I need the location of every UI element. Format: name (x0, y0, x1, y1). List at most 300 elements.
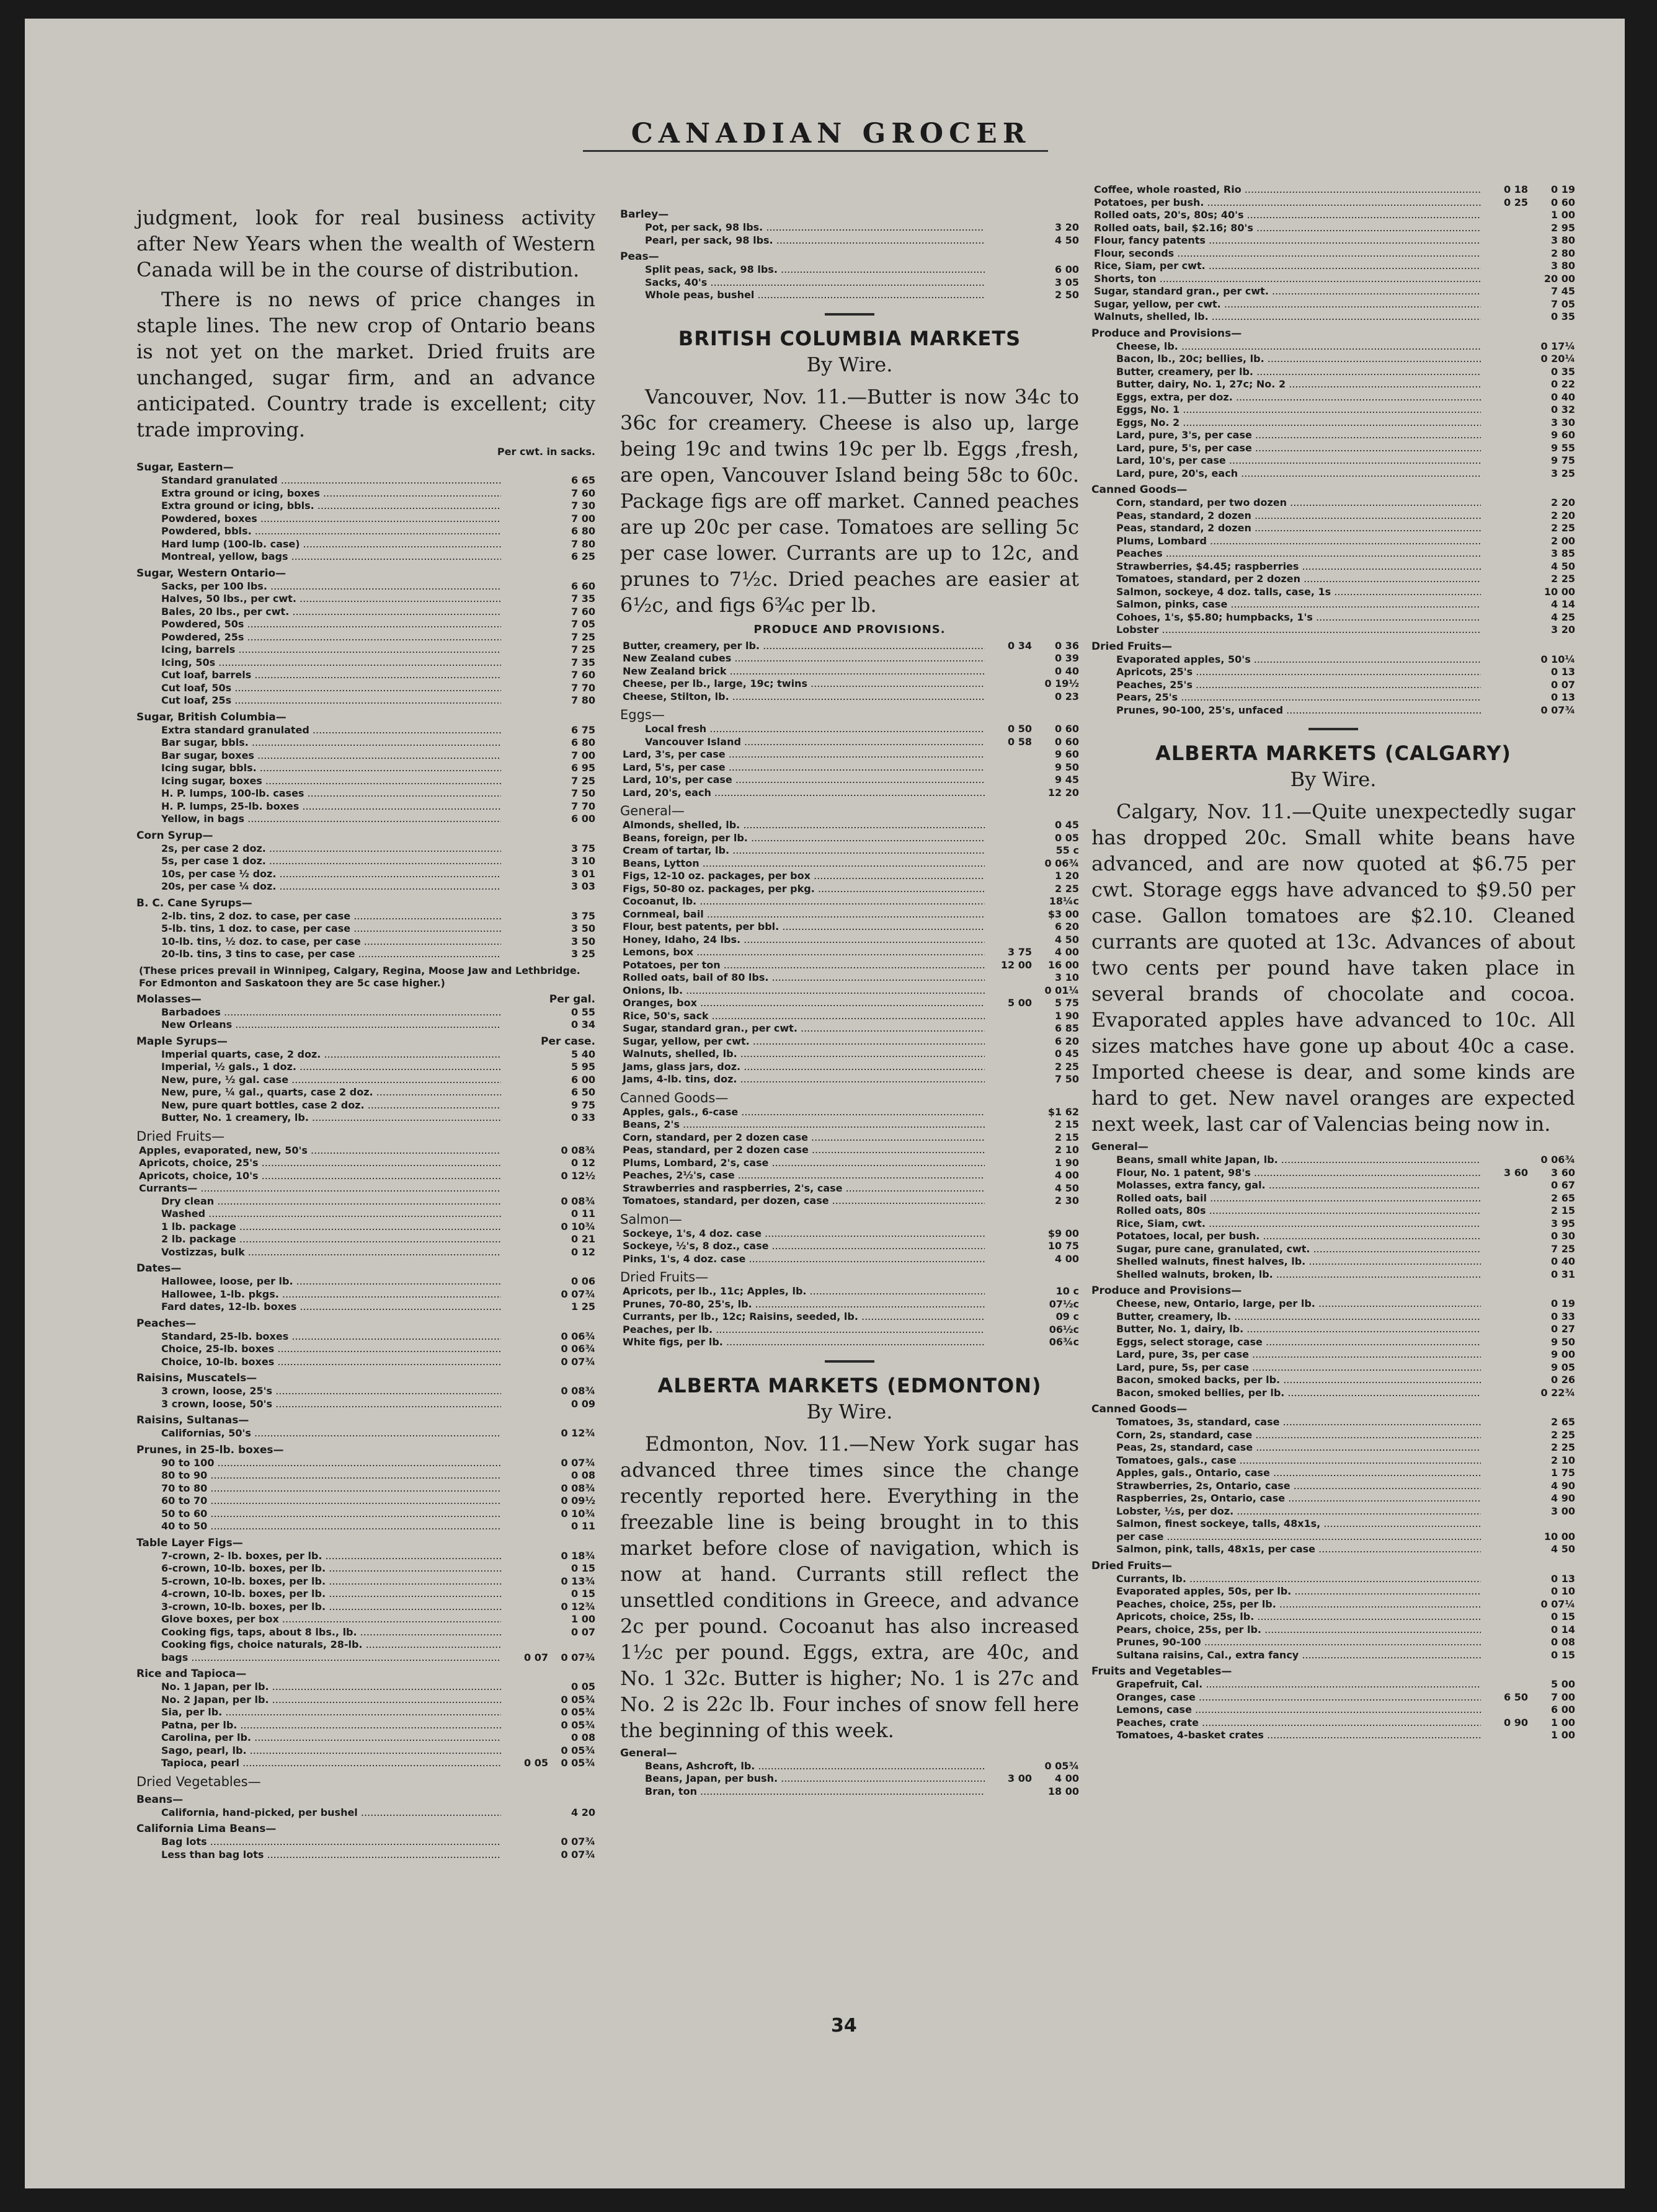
bc-byline: By Wire. (806, 352, 893, 376)
price-row (620, 1298, 1079, 1311)
price-high: 0 15 (571, 1588, 595, 1599)
price-row (1091, 1636, 1575, 1649)
item-label: Sockeye, ½'s, 8 doz., case ..... (620, 1240, 985, 1253)
price-low: 0 90 (1504, 1716, 1528, 1728)
price-row (136, 1221, 595, 1234)
price-high: 0 11 (571, 1208, 595, 1219)
category-heading: Produce and Provisions— (1091, 1285, 1242, 1297)
item-label: Peaches, crate ..... (1091, 1717, 1481, 1730)
price-row (620, 1336, 1079, 1349)
item-label: Bran, ton ..... (620, 1785, 985, 1798)
item-label: Bacon, smoked bellies, per lb. ..... (1091, 1387, 1481, 1400)
price-high: 0 01¼ (1044, 984, 1079, 996)
item-label: bags ..... (136, 1652, 501, 1665)
price-section (620, 250, 1079, 302)
item-label: Butter, No. 1, dairy, lb. ..... (1091, 1323, 1481, 1336)
item-label: Peas, 2s, standard, case ..... (1091, 1441, 1481, 1454)
price-high: 1 00 (571, 1613, 595, 1625)
price-row (1091, 1323, 1575, 1336)
price-high: 7 45 (1551, 285, 1575, 297)
item-label: Rolled oats, bail, $2.16; 80's ..... (1091, 222, 1481, 235)
price-row (136, 1719, 595, 1732)
item-label: Tomatoes, 3s, standard, case ..... (1091, 1416, 1481, 1429)
price-high: 0 30 (1551, 1230, 1575, 1242)
price-high: 3 01 (571, 867, 595, 880)
price-row (1091, 679, 1575, 692)
item-label: Shorts, ton ..... (1091, 273, 1481, 286)
price-high: 18 00 (1047, 1785, 1079, 1797)
price-high: 3 75 (571, 909, 595, 922)
price-row (136, 1208, 595, 1221)
price-high: 0 14 (1551, 1623, 1575, 1635)
price-high: 0 08 (571, 1469, 595, 1481)
price-row (136, 1482, 595, 1495)
price-high: 0 10¾ (561, 1507, 595, 1520)
price-row (1091, 1691, 1575, 1704)
item-label: 1 lb. package ..... (136, 1221, 501, 1234)
item-label: Sago, pearl, lb. ..... (136, 1745, 501, 1758)
item-label: 2 lb. package ..... (136, 1233, 501, 1246)
item-label: Strawberries, 2s, Ontario, case ..... (1091, 1480, 1481, 1493)
price-high: 5 40 (571, 1048, 595, 1060)
price-section (136, 830, 595, 893)
price-high: 0 08¾ (561, 1195, 595, 1207)
item-label: Tapioca, pearl ..... (136, 1757, 501, 1770)
edmonton-report-text: Edmonton, Nov. 11.—New York sugar has advanced three times since the change recently reported here. Everything in the freezable line is being brought in to this market before close of navigation, which is now at hand. Currants still reflect the unsettled conditions in Greece, and advance 2c per pound. Cocoanut has also increased 1½c per pound. Eggs, extra, are 40c, and No. 1 32c. Butter is higher; No. 1 is 27c and No. 2 is 22c lb. Four inches of snow fell here the beginning of this week. (620, 1431, 1079, 1742)
price-row (1091, 1492, 1575, 1505)
item-label: Cut loaf, barrels ..... (136, 669, 501, 682)
price-row (1091, 1374, 1575, 1387)
item-label: Flour, seconds ..... (1091, 247, 1481, 260)
price-high: 0 55 (571, 1006, 595, 1018)
price-row (136, 644, 595, 657)
price-high: 6 65 (571, 474, 595, 486)
price-section (1091, 484, 1575, 637)
price-high: 10 c (1055, 1285, 1079, 1297)
price-high: 0 13 (1551, 1572, 1575, 1585)
price-row (1091, 704, 1575, 717)
price-high: 3 10 (571, 855, 595, 867)
item-label: Grapefruit, Cal. ..... (1091, 1678, 1481, 1691)
price-section (620, 707, 1079, 799)
category-heading: Sugar, Eastern— (136, 461, 234, 474)
price-row (136, 1398, 595, 1411)
price-row (136, 1588, 595, 1601)
item-label: Oranges, box ..... (620, 997, 985, 1010)
price-row (1091, 1598, 1575, 1611)
price-row (136, 1652, 595, 1665)
price-high: 12 20 (1047, 786, 1079, 799)
price-high: 7 00 (571, 749, 595, 761)
price-high: 4 00 (1055, 946, 1079, 958)
price-row (136, 500, 595, 513)
item-label: Sugar, standard gran., per cwt. ..... (1091, 285, 1481, 298)
price-row (620, 761, 1079, 774)
price-section (1091, 184, 1575, 324)
item-label: Californias, 50's ..... (136, 1427, 501, 1440)
price-high: 0 17¼ (1540, 340, 1575, 352)
price-high: 7 25 (571, 630, 595, 643)
item-label: Dry clean ..... (136, 1195, 501, 1208)
item-label: Prunes, 90-100, 25's, unfaced ..... (1091, 704, 1481, 717)
price-row (620, 221, 1079, 234)
category-heading: Fruits and Vegetables— (1091, 1665, 1232, 1678)
price-row (620, 276, 1079, 290)
price-high: 6 60 (571, 580, 595, 592)
price-high: 1 90 (1055, 1156, 1079, 1169)
item-label: Peas, standard, 2 dozen ..... (1091, 522, 1481, 535)
price-high: 0 11 (571, 1520, 595, 1532)
price-row (620, 665, 1079, 678)
price-high: 3 20 (1055, 221, 1079, 233)
price-high: 09 c (1055, 1311, 1079, 1322)
price-high: 0 10¼ (1540, 653, 1575, 665)
price-row (1091, 1298, 1575, 1311)
price-low: 3 60 (1504, 1166, 1528, 1179)
item-label: Bar sugar, bbls. ..... (136, 737, 501, 750)
price-high: 0 08 (1551, 1636, 1575, 1648)
category-heading: Barley— (620, 208, 669, 221)
price-section (136, 461, 595, 564)
price-section (136, 1414, 595, 1440)
price-row (136, 669, 595, 682)
price-section (136, 1774, 595, 1790)
price-high: 2 25 (1551, 1441, 1575, 1453)
price-high: 0 67 (1551, 1179, 1575, 1191)
price-high: 0 06¾ (561, 1343, 595, 1355)
price-row (1091, 1154, 1575, 1167)
price-row (620, 736, 1079, 749)
price-row (1091, 522, 1575, 535)
price-section (620, 1747, 1079, 1798)
item-label: 90 to 100 ..... (136, 1457, 501, 1470)
price-section (136, 1262, 595, 1314)
price-row (136, 762, 595, 775)
price-row (1091, 247, 1575, 260)
item-label: Extra standard granulated ..... (136, 724, 501, 737)
item-label: Pears, choice, 25s, per lb. ..... (1091, 1624, 1481, 1637)
price-section (136, 993, 595, 1032)
price-high: 0 09½ (561, 1495, 595, 1506)
price-row (620, 263, 1079, 276)
price-high: 9 60 (1551, 429, 1575, 441)
price-section (620, 803, 1079, 1086)
price-row (1091, 1531, 1575, 1544)
item-label: Bales, 20 lbs., per cwt. ..... (136, 606, 501, 619)
bc-report-text: Vancouver, Nov. 11.—Butter is now 34c to 36c for creamery. Cheese is also up, large being 19c and twins 19c per lb. Eggs ,fresh, are open, Vancouver Island being 58c to 60c. Package figs are off market. Canned peaches are up 20c per case. Tomatoes are selling 5c per case lower. Currants are up to 12c, and prunes to 7½c. Dried peaches are easier at 6½c, and figs 6¾c per lb. (620, 384, 1079, 617)
price-high: 4 50 (1551, 1543, 1575, 1555)
item-label: Corn, standard, per two dozen ..... (1091, 497, 1481, 510)
intro-paragraph-2: There is no news of price changes in staple lines. The new crop of Ontario beans is not yet on the market. Dried fruits are unchanged, sugar firm, and an advance anticipated. Country trade is excellent; city trade improving. (136, 288, 595, 441)
category-heading: Sugar, Western Ontario— (136, 567, 287, 580)
price-row (1091, 1192, 1575, 1205)
item-label: 7-crown, 2- lb. boxes, per lb. ..... (136, 1550, 501, 1563)
category-heading: Peaches— (136, 1317, 197, 1330)
item-label: Rolled oats, bail of 80 lbs. ..... (620, 971, 985, 984)
price-row (620, 1228, 1079, 1241)
price-row (1091, 1255, 1575, 1268)
price-row (1091, 1573, 1575, 1586)
price-low: 0 50 (1008, 723, 1032, 735)
price-section (136, 1035, 595, 1125)
category-heading: Dried Fruits— (1091, 640, 1173, 653)
price-high: 06¾c (1049, 1336, 1079, 1348)
item-label: Extra ground or icing, boxes ..... (136, 487, 501, 500)
price-high: 0 13¾ (561, 1575, 595, 1587)
price-high: 55 c (1055, 844, 1079, 856)
price-high: 0 06¾ (1044, 857, 1079, 869)
produce-subhead: PRODUCE AND PROVISIONS. (753, 622, 946, 636)
price-section (136, 711, 595, 826)
price-high: 7 25 (571, 644, 595, 655)
price-high: 0 32 (1551, 404, 1575, 415)
item-label: Standard, 25-lb. boxes ..... (136, 1330, 501, 1343)
item-label: Montreal, yellow, bags ..... (136, 551, 501, 564)
item-label: Apricots, choice, 10's ..... (136, 1170, 501, 1183)
column-1 (136, 205, 595, 1862)
price-row (1091, 1167, 1575, 1180)
item-label: Salmon, pinks, case ..... (1091, 598, 1481, 611)
item-label: Almonds, shelled, lb. ..... (620, 819, 985, 832)
price-row (620, 1035, 1079, 1048)
item-label: Jams, glass jars, doz. ..... (620, 1061, 985, 1074)
price-high: 9 60 (1055, 748, 1079, 760)
item-label: Flour, No. 1 patent, 98's ..... (1091, 1167, 1481, 1180)
item-label: Walnuts, shelled, lb. ..... (620, 1048, 985, 1061)
price-row (136, 1550, 595, 1563)
item-label: Tomatoes, standard, per 2 dozen ..... (1091, 573, 1481, 586)
item-label: Plums, Lombard ..... (1091, 535, 1481, 548)
item-label: Lard, pure, 5's, per case ..... (1091, 442, 1481, 455)
price-row (1091, 1205, 1575, 1218)
item-label: Sia, per lb. ..... (136, 1706, 501, 1719)
item-label: Fard dates, 12-lb. boxes ..... (136, 1301, 501, 1314)
price-high: 10 00 (1544, 1530, 1575, 1542)
item-label: New, pure, ½ gal. case ..... (136, 1074, 501, 1087)
item-label: Potatoes, per ton ..... (620, 959, 985, 972)
price-section (1091, 1285, 1575, 1399)
price-high: 0 22¾ (1540, 1386, 1575, 1399)
price-high: 3 50 (571, 922, 595, 934)
item-label: Lard, 10's, per case ..... (1091, 454, 1481, 467)
item-label: Lemons, box ..... (620, 946, 985, 959)
price-row (620, 959, 1079, 972)
price-section (136, 897, 595, 961)
price-high: 0 36 (1055, 639, 1079, 652)
price-high: 0 15 (1551, 1648, 1575, 1661)
price-row (620, 691, 1079, 704)
price-high: 7 80 (571, 694, 595, 706)
price-row (1091, 666, 1575, 679)
item-label: per case ..... (1091, 1531, 1481, 1544)
price-high: 4 00 (1055, 1772, 1079, 1784)
item-label: Cohoes, 1's, $5.80; humpbacks, 1's ..... (1091, 611, 1481, 624)
price-row (1091, 1230, 1575, 1243)
price-high: 6 80 (571, 525, 595, 537)
item-label: Choice, 10-lb. boxes ..... (136, 1356, 501, 1369)
price-high: 7 30 (571, 500, 595, 511)
item-label: 20-lb. tins, 3 tins to case, per case ..... (136, 948, 501, 961)
price-high: 2 65 (1551, 1192, 1575, 1204)
price-row (136, 1626, 595, 1639)
price-row (136, 1681, 595, 1694)
item-label: 5-lb. tins, 1 doz. to case, per case ..... (136, 922, 501, 936)
item-label: Whole peas, bushel ..... (620, 289, 985, 302)
price-row (620, 1760, 1079, 1773)
section-divider (825, 1360, 874, 1363)
price-row (620, 921, 1079, 934)
item-label: Corn, 2s, standard, case ..... (1091, 1429, 1481, 1442)
price-high: 2 15 (1055, 1118, 1079, 1130)
price-high: 20 00 (1544, 272, 1575, 285)
item-label: Rolled oats, 80s ..... (1091, 1205, 1481, 1218)
category-heading: Table Layer Figs— (136, 1536, 243, 1549)
price-row (1091, 611, 1575, 624)
price-row (620, 652, 1079, 665)
category-heading: General— (620, 803, 685, 818)
item-label: Sugar, yellow, per cwt. ..... (1091, 298, 1481, 311)
price-row (1091, 1649, 1575, 1662)
item-label: Bacon, smoked backs, per lb. ..... (1091, 1374, 1481, 1387)
price-row (1091, 311, 1575, 324)
item-label: Lard, 3's, per case ..... (620, 748, 985, 761)
price-high: 7 70 (571, 800, 595, 812)
price-high: 0 06¾ (1540, 1154, 1575, 1166)
bc-price-list (620, 640, 1079, 1349)
price-row (136, 1356, 595, 1369)
price-row (136, 1233, 595, 1246)
price-row (620, 819, 1079, 832)
price-low: 0 34 (1008, 639, 1032, 652)
item-label: Powdered, bbls. ..... (136, 525, 501, 538)
price-row (136, 474, 595, 487)
price-high: 0 19 (1551, 1298, 1575, 1309)
item-label: 10-lb. tins, ½ doz. to case, per case ..... (136, 936, 501, 949)
price-high: 0 12¾ (561, 1600, 595, 1613)
price-high: 0 08¾ (561, 1144, 595, 1156)
price-row (620, 774, 1079, 787)
item-label: Beans, foreign, per lb. ..... (620, 832, 985, 845)
item-label: Peaches, per lb. ..... (620, 1324, 985, 1337)
price-high: 7 25 (571, 774, 595, 787)
item-label: Eggs, No. 2 ..... (1091, 417, 1481, 430)
price-high: 0 18¾ (561, 1549, 595, 1562)
price-row (1091, 510, 1575, 523)
price-high: 2 10 (1551, 1454, 1575, 1466)
category-title: Molasses— (136, 993, 202, 1006)
category-heading: Salmon— (620, 1211, 682, 1227)
item-label: Icing sugar, bbls. ..... (136, 762, 501, 775)
item-label: Lard, pure, 20's, each ..... (1091, 467, 1481, 480)
price-high: 0 10 (1551, 1585, 1575, 1597)
price-high: 1 25 (571, 1301, 595, 1312)
item-label: Beans, Lytton ..... (620, 857, 985, 870)
item-label: Pot, per sack, 98 lbs. ..... (620, 221, 985, 234)
item-label: Cornmeal, bail ..... (620, 908, 985, 921)
price-row (1091, 624, 1575, 637)
price-row (136, 948, 595, 961)
price-row (136, 1385, 595, 1398)
price-row (1091, 1348, 1575, 1361)
price-high: 0 07¾ (561, 1848, 595, 1860)
price-high: 0 06 (571, 1275, 595, 1287)
column-3 (1091, 180, 1575, 1743)
price-row (620, 984, 1079, 998)
price-high: 3 50 (571, 935, 595, 947)
unit-label: Per gal. (549, 993, 595, 1006)
item-label: New Orleans ..... (136, 1019, 501, 1032)
item-label: Powdered, 50s ..... (136, 618, 501, 631)
item-label: Washed ..... (136, 1208, 501, 1221)
unit-label: Per case. (541, 1035, 595, 1048)
item-label: Cheese, lb. ..... (1091, 340, 1481, 353)
price-high: 4 50 (1055, 1182, 1079, 1194)
price-row (620, 1010, 1079, 1023)
price-high: 0 31 (1551, 1268, 1575, 1280)
price-high: 7 60 (571, 605, 595, 617)
price-row (136, 1601, 595, 1614)
item-label: Onions, lb. ..... (620, 984, 985, 998)
price-high: 0 07¼ (1540, 1598, 1575, 1610)
item-label: Glove boxes, per box ..... (136, 1613, 501, 1626)
price-row (620, 1022, 1079, 1035)
price-section (136, 1128, 595, 1259)
price-high: 6 00 (571, 813, 595, 825)
item-label: Honey, Idaho, 24 lbs. ..... (620, 934, 985, 947)
price-high: 0 07¾ (561, 1651, 595, 1663)
price-high: 0 33 (1551, 1310, 1575, 1322)
item-label: Sugar, yellow, per cwt. ..... (620, 1035, 985, 1048)
price-section (620, 1211, 1079, 1266)
section-divider (1308, 728, 1358, 730)
price-row (136, 1807, 595, 1820)
item-label: Corn, standard, per 2 dozen case ..... (620, 1131, 985, 1144)
item-label: Bar sugar, boxes ..... (136, 750, 501, 763)
price-high: 0 15 (1551, 1611, 1575, 1622)
price-row (136, 631, 595, 644)
category-heading: Dried Vegetables— (136, 1774, 261, 1789)
price-row (1091, 467, 1575, 480)
price-high: 2 25 (1055, 1060, 1079, 1073)
price-high: 2 00 (1551, 534, 1575, 547)
category-heading: Prunes, in 25-lb. boxes— (136, 1443, 284, 1456)
item-label: 3-crown, 10-lb. boxes, per lb. ..... (136, 1601, 501, 1614)
category-heading: General— (620, 1746, 677, 1759)
item-label: Icing sugar, boxes ..... (136, 775, 501, 788)
price-row (136, 1706, 595, 1719)
price-row (620, 1285, 1079, 1298)
price-high: 0 13 (1551, 691, 1575, 703)
price-section (136, 1823, 595, 1861)
price-high: 2 50 (1055, 289, 1079, 301)
price-row (1091, 1585, 1575, 1598)
item-label: No. 2 Japan, per lb. ..... (136, 1694, 501, 1707)
price-high: 2 30 (1055, 1195, 1079, 1206)
price-row (620, 234, 1079, 247)
price-row (1091, 197, 1575, 210)
price-high: $1 62 (1047, 1105, 1079, 1118)
price-high: 6 20 (1055, 921, 1079, 932)
item-label: Rolled oats, bail ..... (1091, 1192, 1481, 1205)
category-heading: Beans— (136, 1793, 184, 1806)
price-section (1091, 327, 1575, 480)
price-high: 5 95 (571, 1061, 595, 1073)
price-row (136, 487, 595, 500)
price-row (1091, 273, 1575, 286)
price-row (1091, 404, 1575, 417)
price-high: $9 00 (1047, 1227, 1079, 1239)
price-low: 6 50 (1504, 1691, 1528, 1703)
